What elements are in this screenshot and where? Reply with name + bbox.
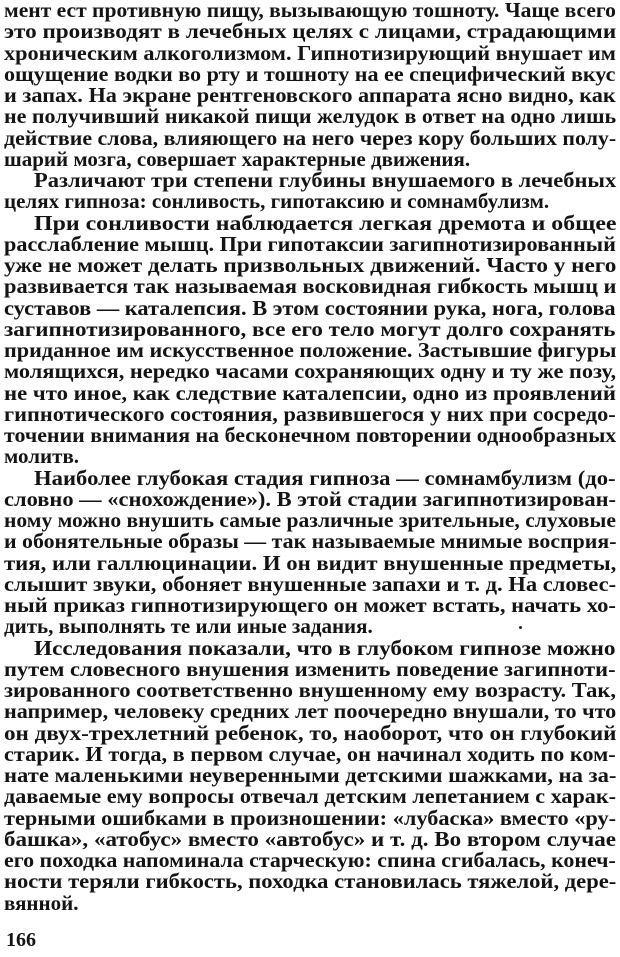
text-line: путем словесного внушения изменить поведение загипноти- bbox=[4, 656, 616, 681]
text-line: молитв. bbox=[4, 444, 80, 469]
text-line: ному можно внушить самые различные зрительные, слуховые bbox=[4, 508, 616, 533]
text-line: уже не может делать призвольных движений. Часто у него bbox=[4, 253, 617, 278]
text-line: терными ошибками в произношении: «лубаска» вместо «ру- bbox=[4, 805, 617, 830]
text-line: и запах. На экране рентгеновского аппарата ясно видно, как bbox=[4, 83, 616, 108]
text-line: действие слова, влияющего на него через кору больших полу- bbox=[4, 125, 617, 150]
text-line: молящихся, нередко часами сохраняющих одну и ту же позу, bbox=[4, 359, 617, 384]
text-line: не получивший никакой пищи желудок в ответ на одно лишь bbox=[4, 104, 617, 129]
text-line: не что иное, как следствие каталепсии, одно из проявлений bbox=[4, 380, 616, 405]
text-line: ности теряли гибкость, походка становилась тяжелой, дере- bbox=[4, 869, 617, 894]
print-speck bbox=[519, 626, 522, 629]
text-line: нате маленькими неуверенными детскими шажками, на за- bbox=[4, 763, 617, 788]
text-line: гипнотического состояния, развившегося у них при сосредо- bbox=[4, 401, 616, 426]
text-line: точении внимания на бесконечном повторении однообразных bbox=[4, 423, 617, 448]
text-line: тия, или галлюцинации. И он видит внушенные предметы, bbox=[4, 550, 617, 575]
text-line: суставов — каталепсия. В этом состоянии рука, нога, голова bbox=[4, 295, 616, 320]
text-line: При сонливости наблюдается легкая дремота и общее bbox=[34, 210, 617, 235]
text-line: старик. И тогда, в первом случае, он начинал ходить по ком- bbox=[4, 741, 616, 766]
page-number: 166 bbox=[6, 929, 36, 951]
text-line: развивается так называемая восковидная гибкость мышц и bbox=[4, 274, 617, 299]
text-line: его походка напоминала старческую: спина сгибалась, конеч- bbox=[4, 848, 616, 873]
text-line: целях гипноза: сонливость, гипотаксию и сомнамбулизм. bbox=[4, 189, 550, 214]
text-line: Исследования показали, что в глубоком гипнозе можно bbox=[34, 635, 616, 660]
text-line: хроническим алкоголизмом. Гипнотизирующий внушает им bbox=[4, 40, 616, 65]
text-line: ный приказ гипнотизирующего он может встать, начать хо- bbox=[4, 593, 616, 618]
text-line: и обонятельные образы — так называемые мнимые восприя- bbox=[4, 529, 617, 554]
text-line: это производят в лечебных целях с лицами, страдающими bbox=[4, 19, 617, 44]
text-line: например, человеку средних лет поочередно внушали, то что bbox=[4, 699, 617, 724]
text-line: словно — «снохождение»). В этой стадии загипнотизирован- bbox=[4, 486, 617, 511]
text-line: ощущение водки во рту и тошноту на ее специфический вкус bbox=[4, 61, 616, 86]
text-line: загипнотизированного, все его тело могут долго сохранять bbox=[4, 316, 616, 341]
text-line: дить, выполнять те или иные задания. bbox=[4, 614, 373, 639]
text-line: Различают три степени глубины внушаемого в лечебных bbox=[34, 168, 617, 193]
text-line: Наиболее глубокая стадия гипноза — сомнамбулизм (до- bbox=[34, 465, 616, 490]
text-line: приданное им искусственное положение. Застывшие фигуры bbox=[4, 338, 617, 363]
text-line: шарий мозга, совершает характерные движения. bbox=[4, 146, 471, 171]
text-line: даваемые ему вопросы отвечал детским лепетанием с харак- bbox=[4, 784, 616, 809]
text-line: мент ест противную пищу, вызывающую тошноту. Чаще всего bbox=[4, 0, 616, 22]
text-line: зированного соответственно внушенному ему возрасту. Так, bbox=[4, 678, 616, 703]
text-line: башка», «атобус» вместо «автобус» и т. д. Во втором случае bbox=[4, 826, 617, 851]
text-line: расслабление мышц. При гипотаксии загипнотизированный bbox=[4, 231, 616, 256]
book-page bbox=[4, 0, 616, 957]
text-line: вянной. bbox=[4, 890, 79, 915]
text-line: слышит звуки, обоняет внушенные запахи и т. д. На словес- bbox=[4, 571, 617, 596]
text-line: он двух-трехлетний ребенок, то, наоборот, что он глубокий bbox=[4, 720, 617, 745]
